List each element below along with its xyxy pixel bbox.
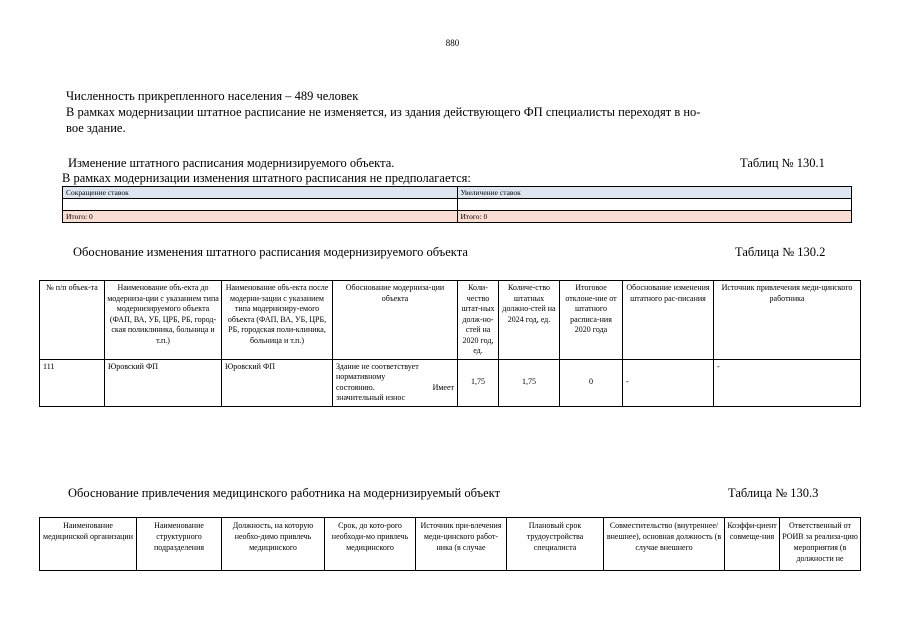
section-title: Обоснование привлечения медицинского работника на модернизируемый объект [68, 486, 501, 500]
column-header: Наименование объ-екта после модерни-зации с указанием типа модернизиру-емого объекта (ФАП, ВА, УБ, ЦРБ, РБ, городская поли-клиника, больница и т.п.) [222, 281, 333, 360]
column-header: Ответственный от РОИВ за реализа-цию мероприятия (в должности не [780, 518, 861, 571]
column-header: Коэффи-циент совмеще-ния [725, 518, 780, 571]
column-header: Наименование объ-екта до модерниза-ции с указанием типа модернизируемого объекта (ФАП, ВА, УБ, ЦРБ, РБ, город-ская поликлиника, больница и т.п.) [105, 281, 222, 360]
page-number: 880 [445, 38, 460, 48]
column-header: № п/п объек-та [40, 281, 105, 360]
column-header: Количе-ство штатных должно-стей на 2024 год, ед. [499, 281, 560, 360]
recruitment-table [39, 517, 861, 571]
total-right: Итого: 0 [457, 211, 852, 223]
object-name-before: Юровский ФП [105, 359, 222, 406]
staff-deviation: 0 [560, 359, 623, 406]
population-text: Численность прикрепленного населения – 489 человек [66, 89, 359, 103]
column-header: Обоснование модерниза-ции объекта [333, 281, 458, 360]
change-justification: - [623, 359, 714, 406]
total-left: Итого: 0 [63, 211, 458, 223]
modernization-reason: Здание не соответствует нормативному состоянию. Имеет значительный износ [333, 359, 458, 406]
section-title: Изменение штатного расписания модернизируемого объекта. [68, 156, 395, 170]
column-header: Плановый срок трудоустройства специалиста [507, 518, 604, 571]
object-number: 111 [40, 359, 105, 406]
column-header: Наименование медицинской организации [40, 518, 137, 571]
intro-text-line: В рамках модернизации штатное расписание не изменяется, из здания действующего ФП специалисты переходят в но- [66, 105, 701, 119]
column-header: Обоснование изменения штатного рас-писания [623, 281, 714, 360]
column-header: Срок, до кото-рого необходи-мо привлечь медицинского [325, 518, 416, 571]
staff-2020: 1,75 [458, 359, 499, 406]
staffing-justification-table [39, 280, 861, 407]
worker-source: - [714, 359, 861, 406]
column-header: Совместительство (внутреннее/внешнее), основная должность (в случае внешнего [604, 518, 725, 571]
intro-text-line: вое здание. [66, 121, 126, 135]
header-reduce: Сокращение ставок [63, 187, 458, 199]
column-header: Наименование структурного подразделения [137, 518, 222, 571]
column-header: Коли-чество штат-ных долж-но-стей на 2020 год, ед. [458, 281, 499, 360]
table-label: Таблица № 130.2 [735, 245, 826, 259]
table-row [40, 359, 861, 406]
staffing-change-table [62, 186, 852, 223]
object-name-after: Юровский ФП [222, 359, 333, 406]
table-label: Таблица № 130.3 [728, 486, 819, 500]
column-header: Итоговое отклоне-ние от штатного расписа-ния 2020 года [560, 281, 623, 360]
column-header: Источник при-влечения меди-цинского работ-ника (в случае [416, 518, 507, 571]
table-cell [457, 199, 852, 211]
section-note: В рамках модернизации изменения штатного расписания не предполагается: [62, 171, 471, 185]
header-increase: Увеличение ставок [457, 187, 852, 199]
table-cell [63, 199, 458, 211]
section-title: Обоснование изменения штатного расписания модернизируемого объекта [73, 245, 468, 259]
column-header: Источник привлечения меди-цинского работника [714, 281, 861, 360]
staff-2024: 1,75 [499, 359, 560, 406]
column-header: Должность, на которую необхо-димо привлечь медицинского [222, 518, 325, 571]
table-label: Таблиц № 130.1 [740, 156, 825, 170]
